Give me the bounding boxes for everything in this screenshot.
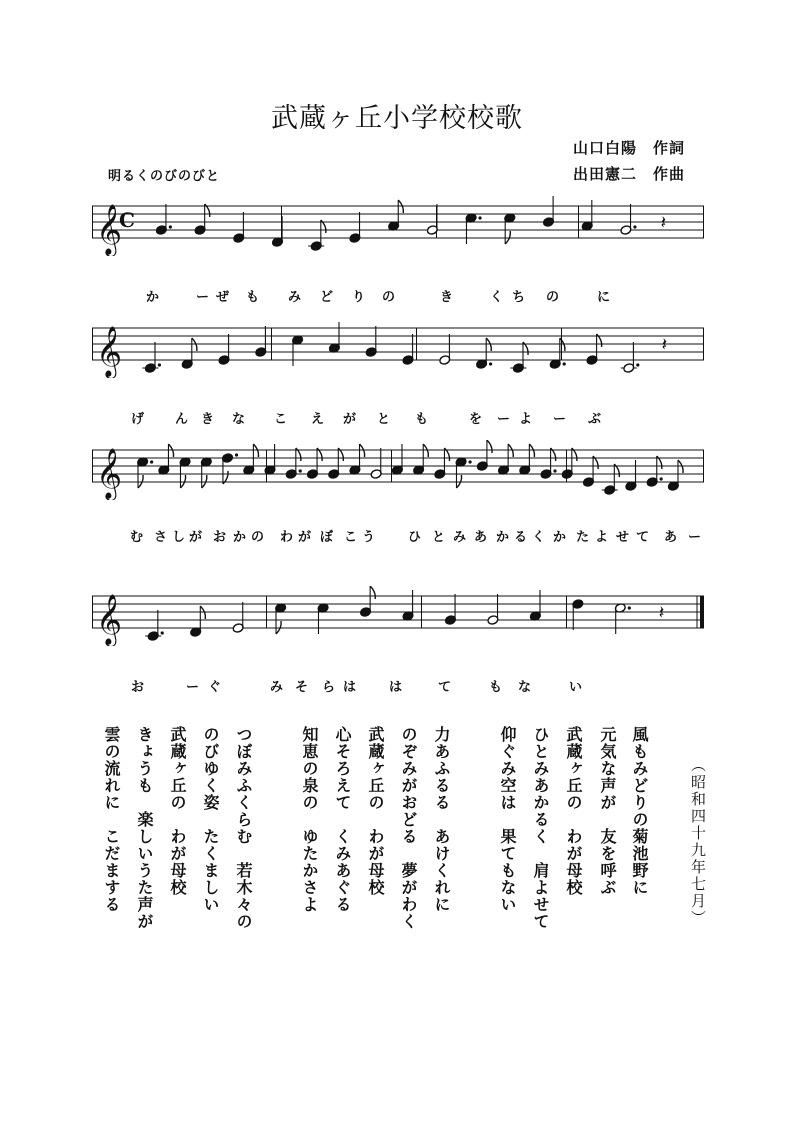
note-dot xyxy=(468,460,471,463)
lyric-syllable: ー xyxy=(196,290,210,305)
lyric-syllable: な xyxy=(518,680,532,695)
note-flag xyxy=(370,586,375,599)
verse-line: 雲の流れに こだまする xyxy=(102,726,121,913)
lyric-syllable: せ xyxy=(616,530,630,545)
note-dot xyxy=(553,469,556,472)
lyric-syllable: ん xyxy=(175,412,189,427)
lyric-syllable: も xyxy=(246,290,260,305)
lyric-syllable: り xyxy=(352,290,366,305)
lyric-syllable: あ xyxy=(664,530,678,545)
lyric-syllable: が xyxy=(298,530,312,545)
staff-line-2 xyxy=(92,318,704,378)
lyric-syllable: い xyxy=(569,680,583,695)
lyric-syllable: そ xyxy=(295,680,309,695)
lyric-syllable: み xyxy=(270,680,284,695)
lyric-syllable: し xyxy=(172,530,186,545)
lyric-syllable: あ xyxy=(474,530,488,545)
lyric-syllable: ー xyxy=(186,680,200,695)
lyric-syllable: か xyxy=(233,530,247,545)
verse-line: のぞみがおどる 夢がわく xyxy=(399,726,418,930)
lyric-syllable: わ xyxy=(280,530,294,545)
verse-line: きょうも 楽しいうた声が xyxy=(135,726,154,930)
lyric-syllable: が xyxy=(189,530,203,545)
lyric-syllable: と xyxy=(432,530,446,545)
lyric-syllable: ー xyxy=(497,412,511,427)
date-note: （昭和四十九年七月） xyxy=(689,757,707,927)
note-dot xyxy=(636,363,639,366)
lyric-syllable: は xyxy=(389,680,403,695)
treble-clef-icon: 𝄞 xyxy=(96,448,123,499)
note-dot xyxy=(158,363,161,366)
verse-line: 元気な声が 友を呼ぶ xyxy=(598,726,617,896)
time-signature: C xyxy=(119,207,135,232)
song-title: 武蔵ヶ丘小学校校歌 xyxy=(271,103,523,134)
lyric-syllable: き xyxy=(440,290,454,305)
lyric-syllable: ー xyxy=(688,530,702,545)
note-dot xyxy=(633,225,636,228)
verse-line: 武蔵ヶ丘の わが母校 xyxy=(366,726,385,896)
lyric-syllable: と xyxy=(377,412,391,427)
quarter-rest-icon: 𝄽 xyxy=(660,212,667,234)
lyric-syllable: ら xyxy=(322,680,336,695)
lyric-syllable: く xyxy=(532,530,546,545)
note-dot xyxy=(235,453,238,456)
lyric-syllable: お xyxy=(213,530,227,545)
treble-clef-icon: 𝄞 xyxy=(96,594,123,645)
lyric-syllable: は xyxy=(343,680,357,695)
lyric-syllable: が xyxy=(343,412,357,427)
note-flag xyxy=(487,440,492,453)
lyric-syllable: て xyxy=(636,530,650,545)
lyric-syllable: よ xyxy=(519,412,533,427)
lyric-syllable: こ xyxy=(344,530,358,545)
lyric-syllable: み xyxy=(453,530,467,545)
lyric-syllable: え xyxy=(311,412,325,427)
verse-line: 武蔵ヶ丘の わが母校 xyxy=(168,726,187,896)
lyric-syllable: か xyxy=(553,530,567,545)
verse-line: 風もみどりの菊池野に xyxy=(630,726,649,896)
verse-line: ひとみあかるく 肩よせて xyxy=(531,726,550,930)
lyric-syllable: さ xyxy=(154,530,168,545)
lyric-syllable: み xyxy=(288,290,302,305)
lyric-syllable: か xyxy=(146,290,160,305)
note-dot xyxy=(478,216,481,219)
lyric-syllable: う xyxy=(362,530,376,545)
lyric-syllable: ど xyxy=(320,290,334,305)
lyric-syllable: げ xyxy=(131,412,145,427)
verse-line: 武蔵ヶ丘の わが母校 xyxy=(564,726,583,896)
composer-credit: 出田憲二 作曲 xyxy=(573,165,686,183)
lyric-syllable: て xyxy=(438,680,452,695)
lyric-syllable: か xyxy=(496,530,510,545)
note-dot xyxy=(161,631,164,634)
lyric-syllable: た xyxy=(576,530,590,545)
verse-line: 心そろえて くみあぐる xyxy=(333,726,352,913)
note-dot xyxy=(628,606,631,609)
treble-clef-icon: 𝄞 xyxy=(96,326,123,377)
lyric-syllable: ぼ xyxy=(320,530,334,545)
lyric-syllable: の xyxy=(251,530,265,545)
lyric-syllable: の xyxy=(546,290,560,305)
staff-line-4 xyxy=(92,586,704,646)
lyric-syllable: ひ xyxy=(408,530,422,545)
lyric-syllable: き xyxy=(201,412,215,427)
lyric-syllable: の xyxy=(382,290,396,305)
note-dot xyxy=(660,477,663,480)
note-dot xyxy=(563,362,566,365)
lyric-syllable: ぜ xyxy=(216,290,230,305)
verse-line: のびゆく姿 たくましい xyxy=(201,726,220,913)
lyric-syllable: む xyxy=(130,530,144,545)
note-dot xyxy=(150,460,153,463)
lyric-syllable: に xyxy=(597,290,611,305)
note-dot xyxy=(299,469,302,472)
lyric-syllable: ぶ xyxy=(588,412,602,427)
lyric-syllable: る xyxy=(514,530,528,545)
lyric-syllable: よ xyxy=(595,530,609,545)
treble-clef-icon: 𝄞 xyxy=(96,204,123,255)
lyric-syllable: な xyxy=(232,412,246,427)
lyric-syllable: も xyxy=(489,680,503,695)
verse-line: 知恵の泉の ゆたかさよ xyxy=(300,726,319,913)
lyric-syllable: く xyxy=(490,290,504,305)
lyric-syllable: ぐ xyxy=(208,680,222,695)
verse-line: 仰ぐみ空は 果てもない xyxy=(498,726,517,913)
verse-line: つぼみふくらむ 若木々の xyxy=(234,726,253,930)
staff-line-3 xyxy=(92,440,704,500)
lyric-syllable: お xyxy=(131,680,145,695)
tempo-marking: 明るくのびのびと xyxy=(108,169,221,184)
quarter-rest-icon: 𝄽 xyxy=(658,602,665,624)
lyric-syllable: を xyxy=(469,412,483,427)
lyric-syllable: も xyxy=(415,412,429,427)
lyricist-credit: 山口白陽 作詞 xyxy=(573,139,686,157)
lyric-syllable: ー xyxy=(553,412,567,427)
lyric-syllable: こ xyxy=(274,412,288,427)
lyric-syllable: ち xyxy=(512,290,526,305)
final-barline xyxy=(700,596,704,628)
note-dot xyxy=(489,362,492,365)
quarter-rest-icon: 𝄽 xyxy=(661,334,668,356)
staff-line-1 xyxy=(92,196,704,256)
verse-line: 力あふるる あけくれに xyxy=(432,726,451,913)
note-dot xyxy=(169,225,172,228)
